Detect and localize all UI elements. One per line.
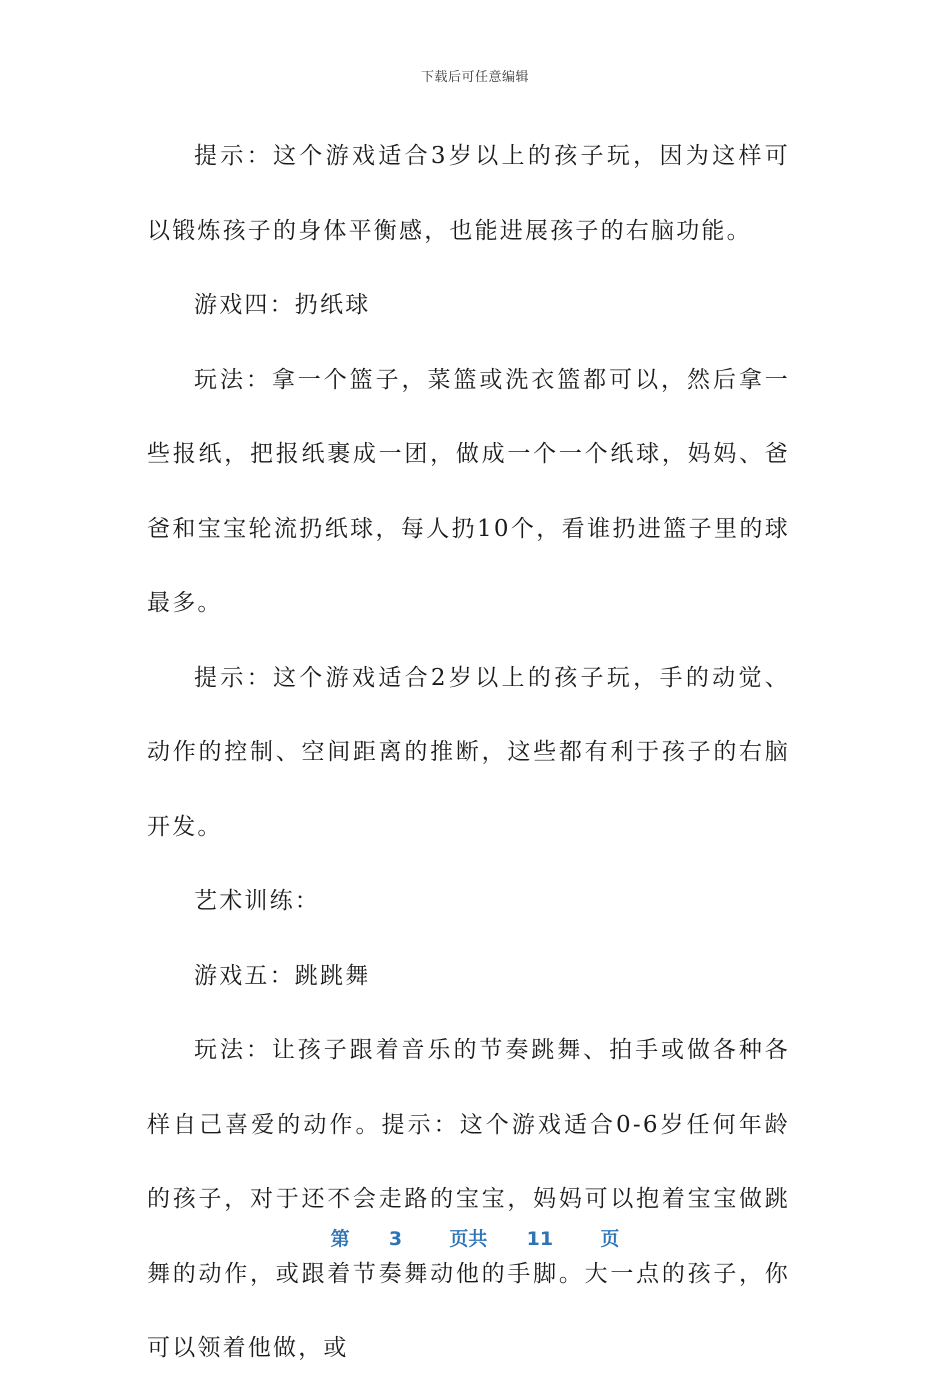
page-label-suffix: 页 bbox=[600, 1228, 620, 1250]
document-body bbox=[147, 119, 790, 1386]
header-note: 下载后可任意编辑 bbox=[420, 70, 529, 85]
paragraph: 提示：这个游戏适合2岁以上的孩子玩，手的动觉、动作的控制、空间距离的推断，这些都有利于孩子的右脑开发。 bbox=[147, 664, 790, 840]
paragraph: 艺术训练： bbox=[194, 888, 320, 914]
paragraph: 游戏四：扔纸球 bbox=[194, 292, 371, 318]
paragraph: 游戏五：跳跳舞 bbox=[194, 962, 371, 989]
total-pages: 11 bbox=[526, 1228, 554, 1250]
page-label-prefix: 第 bbox=[330, 1228, 350, 1250]
page-label-mid: 页共 bbox=[449, 1228, 488, 1250]
paragraph: 提示：这个游戏适合3岁以上的孩子玩，因为这样可以锻炼孩子的身体平衡感，也能进展孩子的右脑功能。 bbox=[147, 143, 790, 244]
page-number: 3 bbox=[388, 1228, 403, 1250]
page-footer bbox=[0, 1224, 950, 1251]
paragraph: 玩法：拿一个篮子，菜篮或洗衣篮都可以，然后拿一些报纸，把报纸裹成一团，做成一个一个纸球，妈妈、爸爸和宝宝轮流扔纸球，每人扔10个，看谁扔进篮子里的球最多。 bbox=[147, 366, 790, 616]
paragraph: 玩法：让孩子跟着音乐的节奏跳舞、拍手或做各种各样自己喜爱的动作。提示：这个游戏适合0-6岁任何年龄的孩子，对于还不会走路的宝宝，妈妈可以抱着宝宝做跳舞的动作，或跟着节奏舞动他的手脚。大一点的孩子，你可以领着他做，或 bbox=[147, 1037, 790, 1361]
